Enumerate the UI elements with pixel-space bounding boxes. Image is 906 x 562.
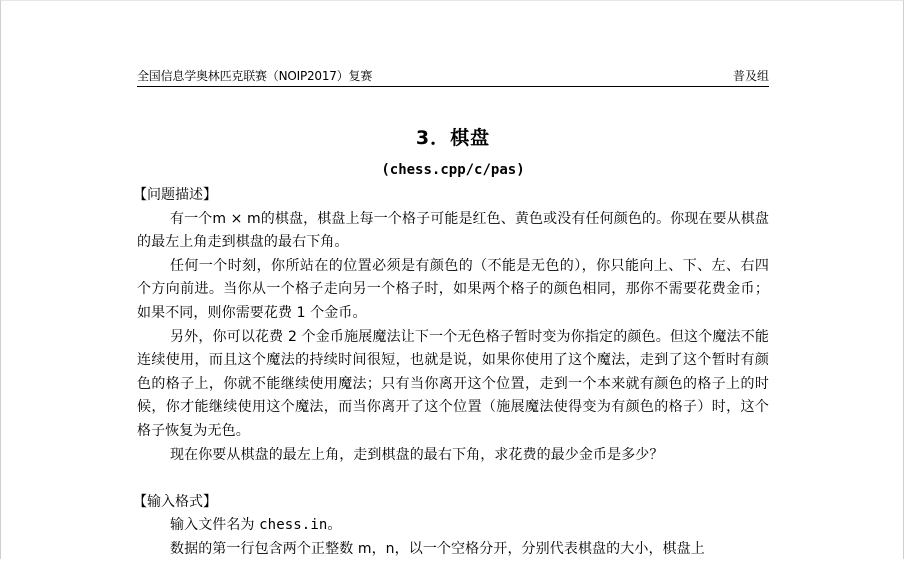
section-gap: [137, 467, 769, 491]
description-paragraph-1: 有一个m × m的棋盘，棋盘上每一个格子可能是红色、黄色或没有任何颜色的。你现在要从棋盘的最左上角走到棋盘的最右下角。: [137, 210, 769, 251]
description-paragraph-2: 任何一个时刻，你所站在的位置必须是有颜色的（不能是无色的），你只能向上、下、左、右四个方向前进。当你从一个格子走向另一个格子时，如果两个格子的颜色相同，那你不需要花费金币；如果不同，则你需要花费 1 个金币。: [137, 257, 769, 321]
problem-content: [133, 184, 769, 562]
description-paragraph-4: 现在你要从棋盘的最左上角，走到棋盘的最右下角，求花费的最少金币是多少？: [170, 446, 664, 463]
description-heading: 【问题描述】: [133, 187, 217, 203]
input-line-1-suffix: 。: [327, 517, 342, 534]
page-header: [137, 64, 769, 87]
input-line-1: [137, 514, 769, 538]
input-filename: chess.in: [259, 517, 328, 534]
header-contest-name: 全国信息学奥林匹克联赛（NOIP2017）复赛: [137, 69, 373, 83]
input-heading: 【输入格式】: [133, 493, 217, 510]
problem-title: 3．棋盘: [415, 127, 491, 149]
problem-filename: (chess.cpp/c/pas): [381, 162, 525, 178]
input-line-2: 数据的第一行包含两个正整数 m，n，以一个空格分开，分别代表棋盘的大小，棋盘上: [170, 540, 705, 557]
description-paragraph-3: 另外，你可以花费 2 个金币施展魔法让下一个无色格子暂时变为你指定的颜色。但这个魔法不能连续使用，而且这个魔法的持续时间很短，也就是说，如果你使用了这个魔法，走到了这个暂时有颜色的格子上，你就不能继续使用魔法；只有当你离开这个位置，走到一个本来就有颜色的格子上的时候，你才能继续使用这个魔法，而当你离开了这个位置（施展魔法使得变为有颜色的格子）时，这个格子恢复为无色。: [137, 328, 769, 439]
header-group-label: 普及组: [732, 69, 769, 83]
input-line-1-prefix: 输入文件名为: [170, 517, 260, 534]
